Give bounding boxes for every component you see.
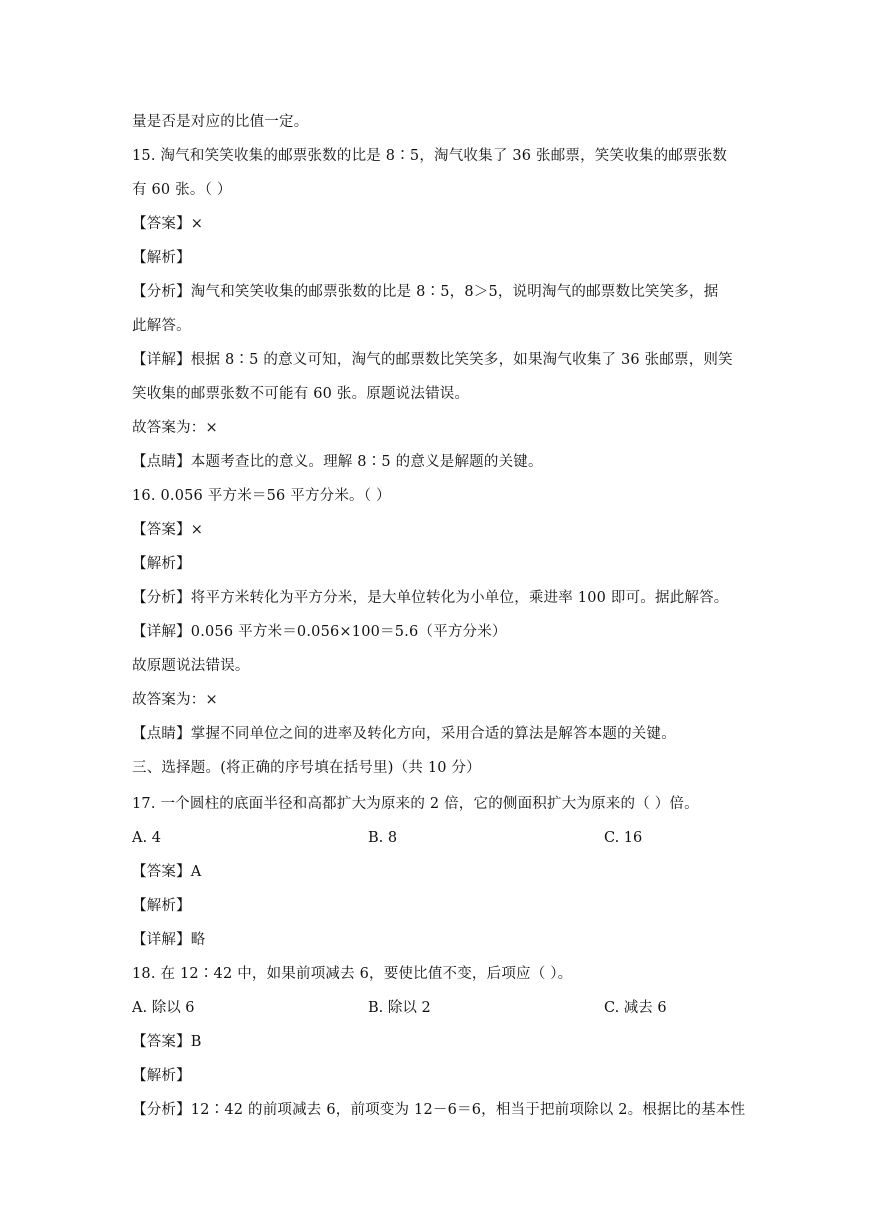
answer-label: 【答案】A: [132, 864, 202, 880]
text-line: 【点睛】掌握不同单位之间的进率及转化方向，采用合适的算法是解答本题的关键。: [132, 726, 676, 742]
answer-label: 【答案】×: [132, 216, 204, 232]
analysis-label: 【解析】: [132, 250, 191, 266]
question-15: 15. 淘气和笑笑收集的邮票张数的比是 8∶5，淘气收集了 36 张邮票，笑笑收集的邮票张数: [132, 148, 728, 164]
text-line: 【分析】12∶42 的前项减去 6，前项变为 12－6＝6，相当于把前项除以 2。根据比的基本性: [132, 1102, 746, 1118]
question-17: 17. 一个圆柱的底面半径和高都扩大为原来的 2 倍，它的侧面积扩大为原来的（ ）倍。: [132, 796, 699, 812]
option-c: C. 减去 6: [604, 1000, 667, 1016]
option-b: B. 8: [368, 830, 398, 846]
text-line: 【点睛】本题考查比的意义。理解 8∶5 的意义是解题的关键。: [132, 454, 543, 470]
option-b: B. 除以 2: [368, 1000, 431, 1016]
text-line: 量是否是对应的比值一定。: [132, 114, 309, 130]
text-line: 笑收集的邮票张数不可能有 60 张。原题说法错误。: [132, 386, 470, 402]
answer-label: 【答案】B: [132, 1034, 202, 1050]
question-16: 16. 0.056 平方米＝56 平方分米。（ ）: [132, 488, 391, 504]
analysis-label: 【解析】: [132, 1068, 191, 1084]
text-line: 【分析】将平方米转化为平方分米，是大单位转化为小单位，乘进率 100 即可。据此解答。: [132, 590, 729, 606]
text-line: 【详解】根据 8∶5 的意义可知，淘气的邮票数比笑笑多，如果淘气收集了 36 张邮票，则笑: [132, 352, 733, 368]
text-line: 故答案为：×: [132, 420, 218, 436]
text-line: 【详解】略: [132, 932, 206, 948]
text-line: 故答案为：×: [132, 692, 218, 708]
answer-label: 【答案】×: [132, 522, 204, 538]
text-line: 【分析】淘气和笑笑收集的邮票张数的比是 8∶5，8＞5，说明淘气的邮票数比笑笑多，据: [132, 284, 719, 300]
text-line: 此解答。: [132, 318, 191, 334]
analysis-label: 【解析】: [132, 556, 191, 572]
section-heading: 三、选择题。(将正确的序号填在括号里)（共 10 分）: [132, 760, 481, 776]
text-line: 故原题说法错误。: [132, 658, 250, 674]
option-a: A. 4: [132, 830, 161, 846]
option-a: A. 除以 6: [132, 1000, 195, 1016]
text-line: 有 60 张。（ ）: [132, 182, 232, 198]
analysis-label: 【解析】: [132, 898, 191, 914]
option-c: C. 16: [604, 830, 643, 846]
question-18: 18. 在 12∶42 中，如果前项减去 6，要使比值不变，后项应（ ）。: [132, 966, 573, 982]
text-line: 【详解】0.056 平方米＝0.056×100＝5.6（平方分米）: [132, 624, 507, 640]
